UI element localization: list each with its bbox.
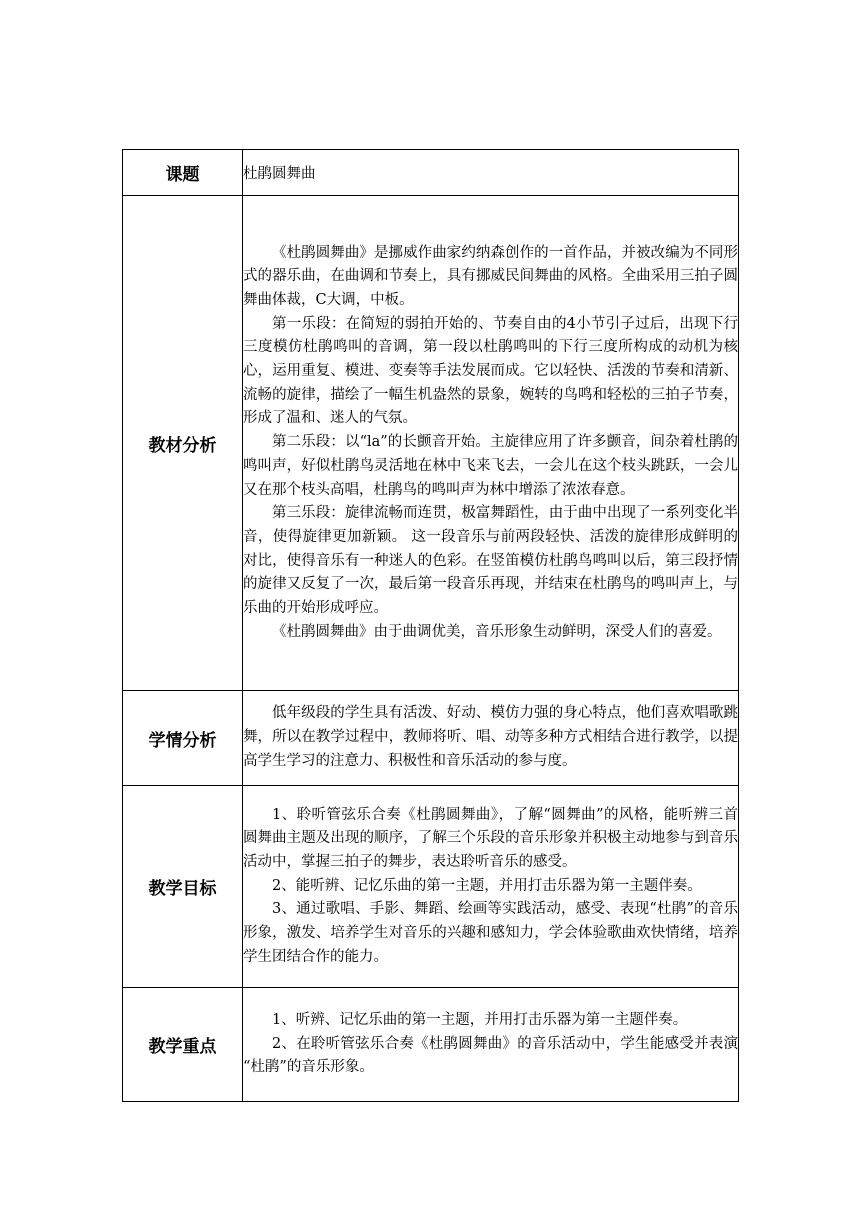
focus-paragraph: 1、听辨、记忆乐曲的第一主题，并用打击乐器为第一主题伴奏。	[272, 1011, 688, 1028]
focus-paragraph: 2、在聆听管弦乐合奏《杜鹃圆舞曲》的音乐活动中，学生能感受并表演 “杜鹃”的音乐形象。	[243, 1035, 738, 1076]
teaching-goals-label: 教学目标	[123, 786, 243, 988]
lesson-plan-table	[122, 149, 739, 1102]
title-value: 杜鹃圆舞曲	[243, 150, 739, 196]
material-paragraph: 第一乐段：在简短的弱拍开始的、节奏自由的4小节引子过后，出现下行三度模仿杜鹃鸣叫的音调，第一段以杜鹃鸣叫的下行三度所构成的动机为核心，运用重复、模进、变奏等手法发展而成。它以轻快、活泼的节奏和清新、流畅的旋律，描绘了一幅生机盎然的景象，婉转的鸟鸣和轻松的三拍子节奏，形成了温和、迷人的气氛。	[243, 315, 738, 427]
material-paragraph: 《杜鹃圆舞曲》是挪威作曲家约纳森创作的一首作品，并被改编为不同形式的器乐曲，在曲调和节奏上，具有挪威民间舞曲的风格。全曲采用三拍子圆舞曲体裁，C大调，中板。	[243, 244, 738, 308]
title-label: 课题	[123, 150, 243, 196]
material-analysis-label: 教材分析	[123, 196, 243, 691]
row-teaching-goals	[123, 786, 739, 988]
teaching-goals-content	[243, 786, 739, 988]
row-student-analysis	[123, 691, 739, 786]
row-material-analysis	[123, 196, 739, 691]
material-paragraph: 《杜鹃圆舞曲》由于曲调优美，音乐形象生动鲜明，深受人们的喜爱。	[272, 623, 722, 640]
student-paragraph: 低年级段的学生具有活泼、好动、模仿力强的身心特点，他们喜欢唱歌跳舞，所以在教学过程中，教师将听、唱、动等多种方式相结合进行教学，以提高学生学习的注意力、积极性和音乐活动的参与度。	[243, 705, 738, 769]
student-analysis-label: 学情分析	[123, 691, 243, 786]
row-teaching-focus	[123, 988, 739, 1102]
teaching-focus-content	[243, 988, 739, 1102]
teaching-focus-label: 教学重点	[123, 988, 243, 1102]
goal-paragraph: 2、能听辨、记忆乐曲的第一主题，并用打击乐器为第一主题伴奏。	[272, 877, 702, 894]
goal-paragraph: 3、通过歌唱、手影、舞蹈、绘画等实践活动，感受、表现“杜鹃”的音乐形象，激发、培养学生对音乐的兴趣和感知力，学会体验歌曲欢快情绪，培养学生团结合作的能力。	[243, 901, 738, 965]
row-title	[123, 150, 739, 196]
material-paragraph: 第三乐段：旋律流畅而连贯，极富舞蹈性，由于曲中出现了一系列变化半音，使得旋律更加新颖。 这一段音乐与前两段轻快、活泼的旋律形成鲜明的对比，使得音乐有一种迷人的色彩。在竖笛模仿杜鹃鸟鸣叫以后，第三段抒情的旋律又反复了一次，最后第一段音乐再现，并结束在杜鹃鸟的鸣叫声上，与乐曲的开始形成呼应。	[243, 505, 738, 617]
material-paragraph: 第二乐段：以“la”的长颤音开始。主旋律应用了许多颤音，间杂着杜鹃的鸣叫声，好似杜鹃鸟灵活地在林中飞来飞去，一会儿在这个枝头跳跃，一会儿又在那个枝头高唱，杜鹃鸟的鸣叫声为林中增添了浓浓春意。	[243, 434, 738, 498]
goal-paragraph: 1、聆听管弦乐合奏《杜鹃圆舞曲》，了解“圆舞曲”的风格，能听辨三首圆舞曲主题及出现的顺序，了解三个乐段的音乐形象并积极主动地参与到音乐活动中，掌握三拍子的舞步，表达聆听音乐的感受。	[243, 806, 738, 870]
material-analysis-content	[243, 196, 739, 691]
student-analysis-content	[243, 691, 739, 786]
